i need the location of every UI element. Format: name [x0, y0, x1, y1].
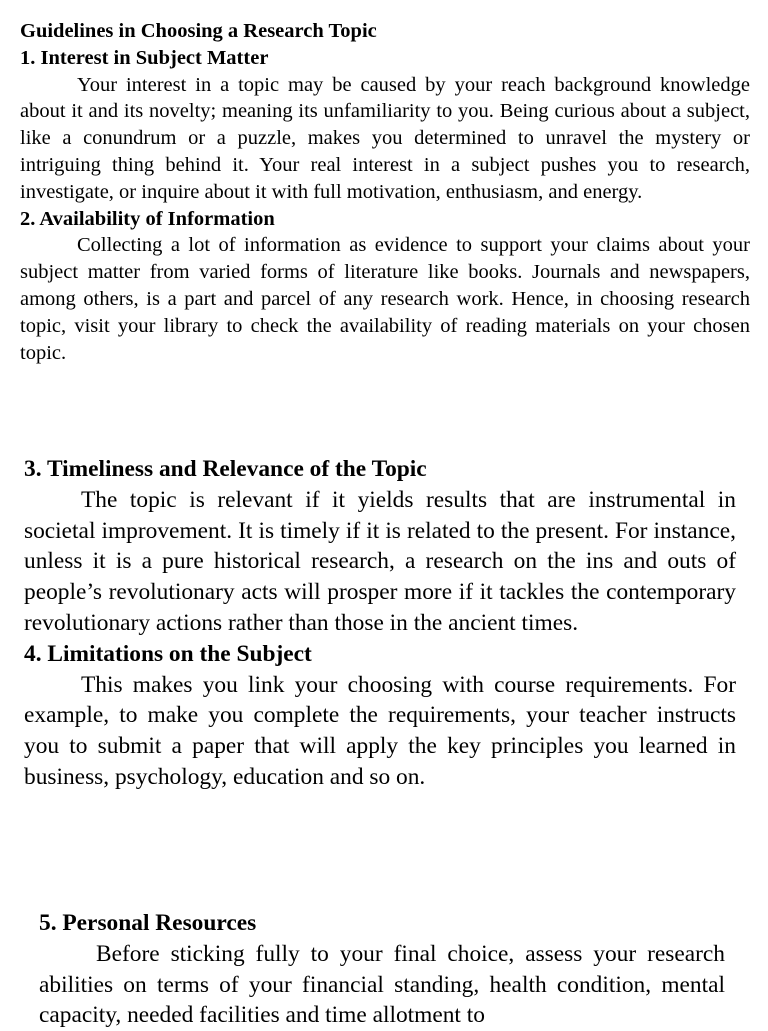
- section-heading-limitations: 4. Limitations on the Subject: [24, 640, 312, 667]
- page-title: Guidelines in Choosing a Research Topic: [20, 20, 377, 42]
- section-body-resources: Before sticking fully to your final choice, assess your research abilities on terms of your financial standing, health condition, mental capacity, needed facilities and time allotment to: [39, 940, 725, 1029]
- section-body-availability: Collecting a lot of information as evidence to support your claims about your subject matter from varied forms of literature like books. Journals and newspapers, among others, is a part and parcel of any research work. Hence, in choosing research topic, visit your library to check the availability of reading materials on your chosen topic.: [20, 234, 750, 364]
- section-heading-resources: 5. Personal Resources: [39, 910, 257, 936]
- section-body-limitations: This makes you link your choosing with course requirements. For example, to make you complete the requirements, your teacher instructs you to submit a paper that will apply the key principles you learned in business, psychology, education and so on.: [24, 671, 736, 790]
- page-block-top: [20, 18, 750, 366]
- section-body-timeliness: The topic is relevant if it yields results that are instrumental in societal improvement. It is timely if it is related to the present. For instance, unless it is a pure historical research, a research on the ins and outs of people’s revolutionary acts will prosper more if it tackles the contemporary revolutionary actions rather than those in the ancient times.: [24, 486, 736, 636]
- page-block-middle: [24, 454, 736, 793]
- section-body-interest: Your interest in a topic may be caused by your reach background knowledge about it and its novelty; meaning its unfamiliarity to you. Being curious about a subject, like a conundrum or a puzzle, makes you determined to unravel the mystery or intriguing thing behind it. Your real interest in a subject pushes you to research, investigate, or inquire about it with full motivation, enthusiasm, and energy.: [20, 73, 750, 203]
- section-heading-timeliness: 3. Timeliness and Relevance of the Topic: [24, 456, 427, 482]
- section-heading-interest: 1. Interest in Subject Matter: [20, 46, 269, 69]
- page-block-bottom: [39, 908, 725, 1031]
- section-heading-availability: 2. Availability of Information: [20, 207, 275, 230]
